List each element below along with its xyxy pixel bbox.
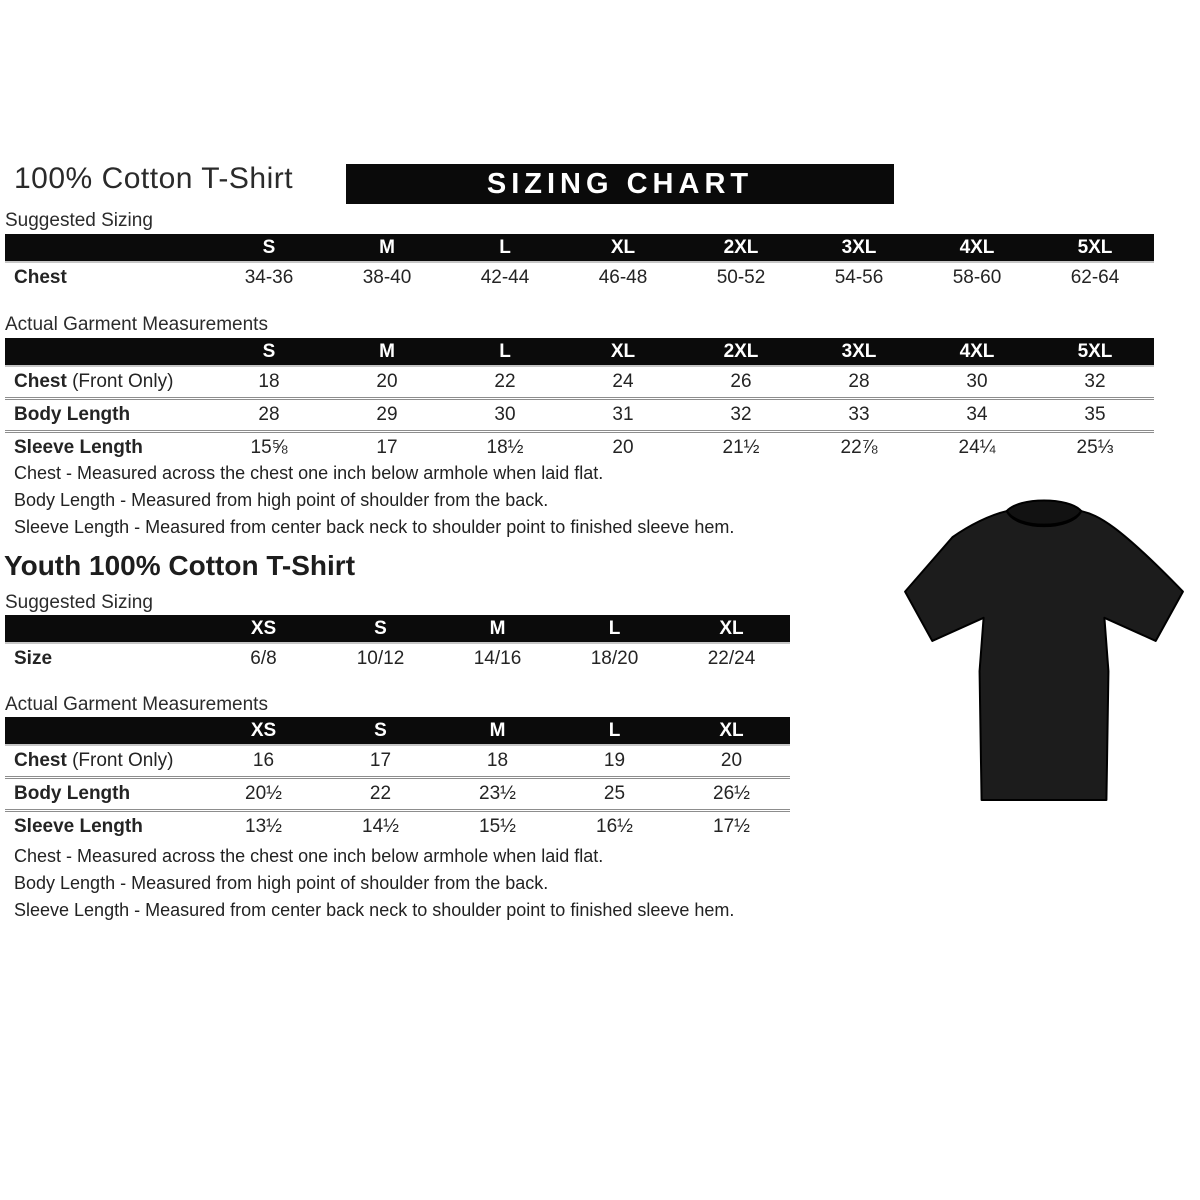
table-row [5,811,790,843]
measurement-cell: 30 [446,399,564,432]
size-column-header: 3XL [800,234,918,262]
measurement-cell: 24¼ [918,432,1036,464]
size-column-header: 4XL [918,338,1036,366]
measurement-cell: 20 [376,371,398,392]
measurement-cell: 20 [564,432,682,464]
measurement-cell: 6/8 [250,648,277,669]
row-label-text: Sleeve Length [14,437,143,458]
table-row [5,745,790,778]
measurement-cell: 28 [210,399,328,432]
youth-section-title: Youth 100% Cotton T-Shirt [4,550,356,581]
note-sleeve-length: Sleeve Length - Measured from center back neck to shoulder point to finished sleeve hem. [14,517,735,537]
measurement-cell: 20 [720,750,743,771]
adult-measurement-notes [14,460,734,541]
row-label [5,811,205,843]
size-column-header: XL [564,234,682,262]
measurement-cell: 10/12 [356,648,405,669]
youth-suggested-sizing-label: Suggested Sizing [5,592,153,613]
row-label-text: Chest [14,371,67,392]
table-row [5,643,790,674]
table-row [5,778,790,811]
measurement-cell: 15½ [439,811,556,843]
measurement-cell: 22 [494,371,516,392]
measurement-cell: 17½ [673,811,790,843]
measurement-cell: 17 [369,750,392,771]
table-row [5,262,1154,293]
size-column-header: S [210,234,328,262]
measurement-cell: 13½ [205,811,322,843]
adult-section-title: 100% Cotton T-Shirt [14,162,294,195]
size-column-header: M [328,234,446,262]
measurement-cell: 32 [1084,371,1106,392]
black-tshirt-icon [893,482,1195,818]
size-column-header: 5XL [1036,234,1154,262]
measurement-cell: 25 [556,778,673,811]
measurement-cell: 54-56 [834,267,884,288]
measurement-cell: 38-40 [362,267,412,288]
size-column-header: S [322,717,439,745]
size-column-header: S [210,338,328,366]
measurement-cell: 28 [848,371,870,392]
measurement-cell: 15⅝ [210,432,328,464]
size-column-header: XL [673,717,790,745]
measurement-cell: 26½ [673,778,790,811]
adult-suggested-sizing-label: Suggested Sizing [5,210,153,231]
youth-suggested-sizing-table [5,615,790,674]
measurement-cell: 24 [612,371,634,392]
note-body-length: Body Length - Measured from high point of shoulder from the back. [14,490,549,510]
sizing-chart-banner [346,164,894,204]
measurement-cell: 14½ [322,811,439,843]
size-header-spacer [5,615,205,643]
table-row [5,432,1154,464]
row-label [5,262,210,293]
size-column-header: L [446,338,564,366]
size-column-header: L [556,615,673,643]
row-label-text: Body Length [14,404,131,425]
youth-measurement-notes [14,843,734,924]
measurement-cell: 30 [966,371,988,392]
size-header-spacer [5,338,210,366]
measurement-cell: 22 [322,778,439,811]
size-column-header: L [446,234,564,262]
youth-actual-measurements-label: Actual Garment Measurements [5,694,268,715]
size-column-header: XL [673,615,790,643]
measurement-cell: 31 [564,399,682,432]
size-column-header: 5XL [1036,338,1154,366]
measurement-cell: 23½ [439,778,556,811]
measurement-cell: 35 [1036,399,1154,432]
size-column-header: XS [205,717,322,745]
size-column-header: M [439,717,556,745]
size-column-header: XL [564,338,682,366]
measurement-cell: 34 [918,399,1036,432]
youth-actual-measurements-table [5,717,790,842]
measurement-cell: 16½ [556,811,673,843]
measurement-cell: 29 [328,399,446,432]
note-chest: Chest - Measured across the chest one inch below armhole when laid flat. [14,463,604,483]
size-column-header: M [439,615,556,643]
row-label-text: Chest [14,267,67,288]
measurement-cell: 46-48 [598,267,648,288]
measurement-cell: 42-44 [480,267,530,288]
row-label-text: Chest [14,750,67,771]
measurement-cell: 50-52 [716,267,766,288]
note-chest: Chest - Measured across the chest one inch below armhole when laid flat. [14,846,604,866]
measurement-cell: 22/24 [707,648,756,669]
measurement-cell: 34-36 [244,267,294,288]
table-row [5,366,1154,399]
measurement-cell: 18 [486,750,509,771]
measurement-cell: 21½ [682,432,800,464]
tshirt-image [893,482,1195,818]
row-label-text: Body Length [14,783,131,804]
row-label [5,778,205,811]
size-column-header: XS [205,615,322,643]
row-label [5,745,205,778]
measurement-cell: 25⅓ [1036,432,1154,464]
measurement-cell: 32 [682,399,800,432]
measurement-cell: 26 [730,371,752,392]
row-label [5,366,210,399]
size-column-header: S [322,615,439,643]
row-label-suffix: (Front Only) [66,750,174,771]
size-header-spacer [5,234,210,262]
measurement-cell: 17 [328,432,446,464]
row-label-text: Sleeve Length [14,816,143,837]
note-body-length: Body Length - Measured from high point of shoulder from the back. [14,873,549,893]
row-label [5,643,205,674]
measurement-cell: 58-60 [952,267,1002,288]
size-column-header: 4XL [918,234,1036,262]
measurement-cell: 14/16 [473,648,522,669]
row-label-text: Size [14,648,53,669]
measurement-cell: 18/20 [590,648,639,669]
size-column-header: 2XL [682,338,800,366]
measurement-cell: 22⅞ [800,432,918,464]
row-label [5,432,210,464]
size-column-header: 2XL [682,234,800,262]
measurement-cell: 62-64 [1070,267,1120,288]
row-label [5,399,210,432]
size-header-spacer [5,717,205,745]
row-label-suffix: (Front Only) [66,371,174,392]
note-sleeve-length: Sleeve Length - Measured from center back neck to shoulder point to finished sleeve hem. [14,900,735,920]
measurement-cell: 18 [258,371,280,392]
table-row [5,399,1154,432]
adult-suggested-sizing-table [5,234,1154,293]
size-column-header: M [328,338,446,366]
size-column-header: L [556,717,673,745]
size-column-header: 3XL [800,338,918,366]
sizing-chart-banner-text: SIZING CHART [486,167,754,200]
adult-actual-measurements-table [5,338,1154,463]
measurement-cell: 19 [603,750,626,771]
measurement-cell: 33 [800,399,918,432]
measurement-cell: 18½ [446,432,564,464]
measurement-cell: 16 [252,750,275,771]
adult-actual-measurements-label: Actual Garment Measurements [5,314,268,335]
measurement-cell: 20½ [205,778,322,811]
